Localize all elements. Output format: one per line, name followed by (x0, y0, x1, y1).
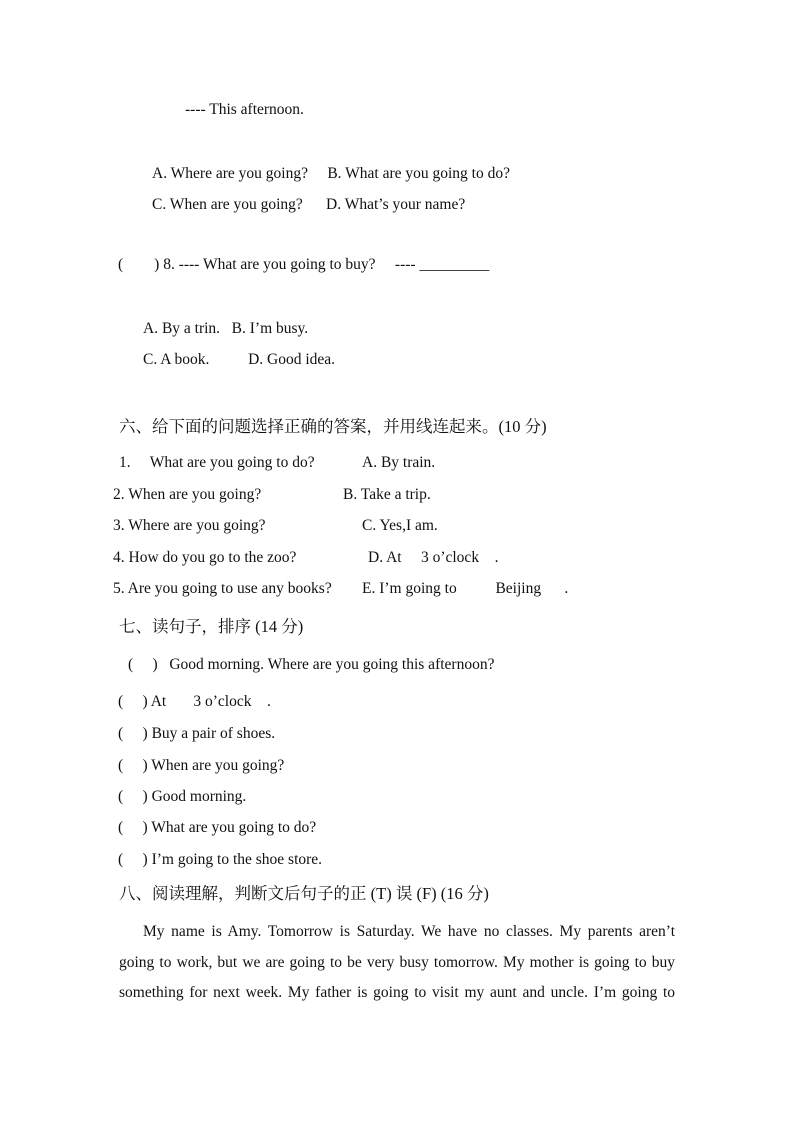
sequence-item-7: ( ) I’m going to the shoe store. (118, 851, 323, 868)
sequence-item-6: ( ) What are you going to do? (118, 819, 317, 836)
section8-title: 八、阅读理解，判断文后句子的正 (T) 误 (F) (16 分) (119, 884, 489, 903)
section7-title: 七、读句子，排序 (14 分) (119, 617, 304, 636)
reading-line-3: something for next week. My father is going to visit my aunt and uncle. I’m going to (119, 984, 675, 1001)
match-answer-e: E. I’m going to Beijing . (362, 580, 569, 597)
match-question-2: 2. When are you going? (113, 486, 262, 503)
match-answer-c: C. Yes,I am. (362, 517, 438, 534)
match-question-1: 1. What are you going to do? (119, 454, 315, 471)
sequence-item-1: ( ) Good morning. Where are you going this afternoon? (128, 656, 495, 673)
sequence-item-2: ( ) At 3 o’clock . (118, 693, 271, 710)
q7-options-ab: A. Where are you going? B. What are you going to do? (152, 165, 510, 182)
match-answer-a: A. By train. (362, 454, 436, 471)
sequence-item-3: ( ) Buy a pair of shoes. (118, 725, 276, 742)
q8-stem: ( ) 8. ---- What are you going to buy? ---- _________ (118, 256, 490, 273)
reading-line-2: going to work, but we are going to be very busy tomorrow. My mother is going to buy (119, 954, 675, 971)
match-question-5: 5. Are you going to use any books? (113, 580, 332, 597)
q8-options-cd: C. A book. D. Good idea. (143, 351, 336, 368)
q7-answer-line: ---- This afternoon. (185, 101, 304, 118)
reading-line-1: My name is Amy. Tomorrow is Saturday. We have no classes. My parents aren’t (143, 923, 675, 940)
match-question-3: 3. Where are you going? (113, 517, 266, 534)
q7-options-cd: C. When are you going? D. What’s your name? (152, 196, 466, 213)
q8-options-ab: A. By a trin. B. I’m busy. (143, 320, 309, 337)
match-question-4: 4. How do you go to the zoo? (113, 549, 297, 566)
sequence-item-5: ( ) Good morning. (118, 788, 247, 805)
section6-title: 六、给下面的问题选择正确的答案，并用线连起来。(10 分) (119, 417, 547, 436)
match-answer-b: B. Take a trip. (343, 486, 431, 503)
sequence-item-4: ( ) When are you going? (118, 757, 285, 774)
match-answer-d: D. At 3 o’clock . (368, 549, 499, 566)
